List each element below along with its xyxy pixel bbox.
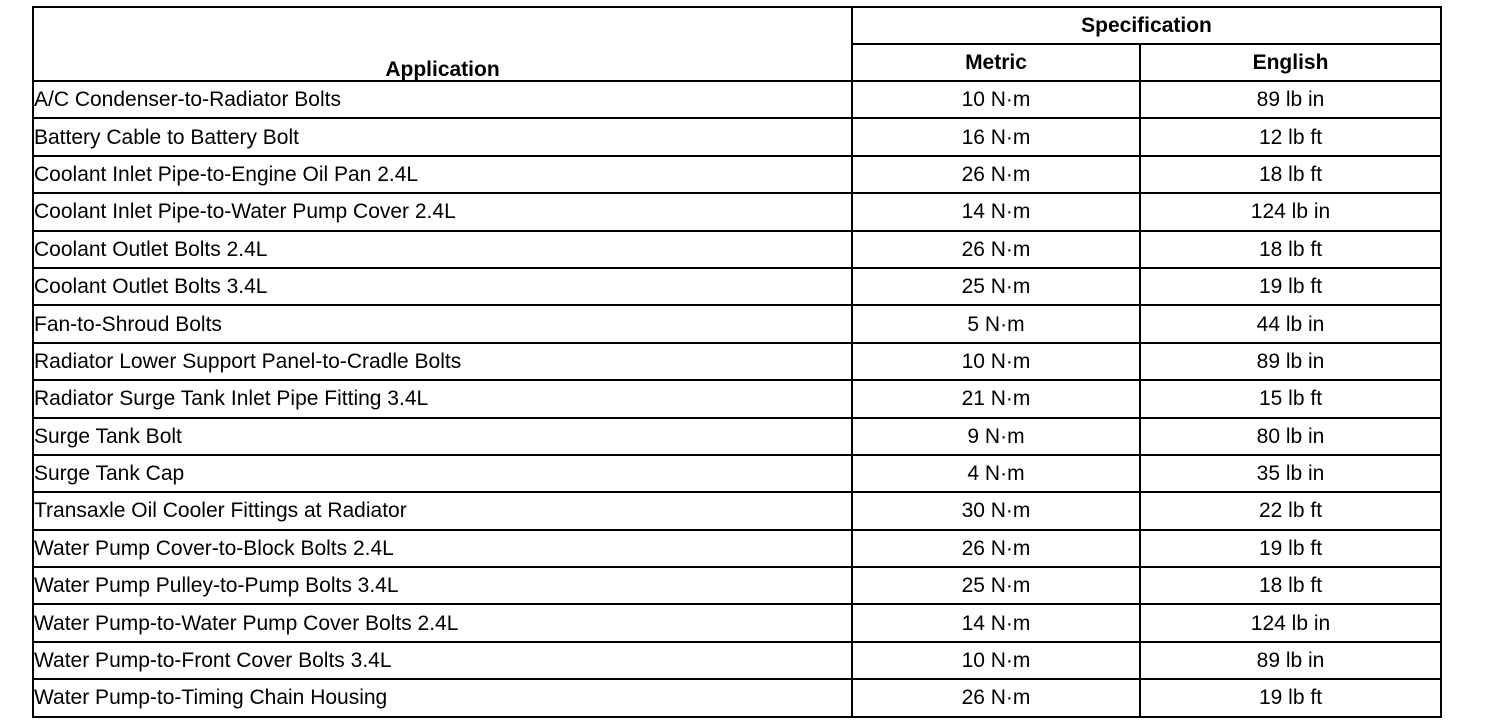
application-cell: Fan-to-Shroud Bolts — [33, 305, 852, 342]
metric-torque-cell: 25 N·m — [852, 567, 1140, 604]
english-torque-cell: 35 lb in — [1140, 455, 1441, 492]
table-row — [33, 455, 1441, 492]
table-row — [33, 679, 1441, 716]
metric-torque-cell: 26 N·m — [852, 156, 1140, 193]
application-cell: Battery Cable to Battery Bolt — [33, 118, 852, 155]
table-row — [33, 118, 1441, 155]
application-cell: Surge Tank Bolt — [33, 418, 852, 455]
english-torque-cell: 89 lb in — [1140, 81, 1441, 118]
english-torque-cell: 89 lb in — [1140, 642, 1441, 679]
table-row — [33, 268, 1441, 305]
table-row — [33, 343, 1441, 380]
application-cell: Coolant Outlet Bolts 3.4L — [33, 268, 852, 305]
application-cell: Surge Tank Cap — [33, 455, 852, 492]
table-row — [33, 231, 1441, 268]
english-torque-cell: 19 lb ft — [1140, 530, 1441, 567]
table-body — [33, 81, 1441, 717]
metric-torque-cell: 30 N·m — [852, 492, 1140, 529]
metric-torque-cell: 26 N·m — [852, 530, 1140, 567]
english-torque-cell: 124 lb in — [1140, 604, 1441, 641]
table-row — [33, 380, 1441, 417]
metric-torque-cell: 4 N·m — [852, 455, 1140, 492]
application-cell: Radiator Surge Tank Inlet Pipe Fitting 3.4L — [33, 380, 852, 417]
english-torque-cell: 18 lb ft — [1140, 231, 1441, 268]
metric-torque-cell: 10 N·m — [852, 343, 1140, 380]
metric-torque-cell: 14 N·m — [852, 604, 1140, 641]
metric-torque-cell: 10 N·m — [852, 642, 1140, 679]
table-row — [33, 193, 1441, 230]
english-torque-cell: 22 lb ft — [1140, 492, 1441, 529]
metric-torque-cell: 14 N·m — [852, 193, 1140, 230]
metric-torque-cell: 26 N·m — [852, 679, 1140, 716]
application-cell: Radiator Lower Support Panel-to-Cradle Bolts — [33, 343, 852, 380]
application-cell: A/C Condenser-to-Radiator Bolts — [33, 81, 852, 118]
english-torque-cell: 124 lb in — [1140, 193, 1441, 230]
table-row — [33, 492, 1441, 529]
application-cell: Coolant Inlet Pipe-to-Engine Oil Pan 2.4L — [33, 156, 852, 193]
english-column-header: English — [1140, 44, 1441, 81]
application-cell: Coolant Outlet Bolts 2.4L — [33, 231, 852, 268]
table-row — [33, 156, 1441, 193]
application-cell: Transaxle Oil Cooler Fittings at Radiator — [33, 492, 852, 529]
english-torque-cell: 19 lb ft — [1140, 268, 1441, 305]
english-torque-cell: 12 lb ft — [1140, 118, 1441, 155]
english-torque-cell: 80 lb in — [1140, 418, 1441, 455]
metric-torque-cell: 5 N·m — [852, 305, 1140, 342]
table-row — [33, 81, 1441, 118]
application-column-header: Application — [33, 7, 852, 81]
table-row — [33, 642, 1441, 679]
english-torque-cell: 44 lb in — [1140, 305, 1441, 342]
english-torque-cell: 18 lb ft — [1140, 156, 1441, 193]
english-torque-cell: 18 lb ft — [1140, 567, 1441, 604]
table-row — [33, 604, 1441, 641]
application-cell: Water Pump-to-Front Cover Bolts 3.4L — [33, 642, 852, 679]
metric-torque-cell: 9 N·m — [852, 418, 1140, 455]
metric-torque-cell: 25 N·m — [852, 268, 1140, 305]
application-cell: Water Pump-to-Water Pump Cover Bolts 2.4L — [33, 604, 852, 641]
metric-torque-cell: 21 N·m — [852, 380, 1140, 417]
fastener-torque-spec-table — [32, 6, 1442, 718]
table-row — [33, 567, 1441, 604]
application-cell: Water Pump Pulley-to-Pump Bolts 3.4L — [33, 567, 852, 604]
specification-column-header: Specification — [852, 7, 1441, 44]
english-torque-cell: 15 lb ft — [1140, 380, 1441, 417]
table-header — [33, 7, 1441, 81]
metric-torque-cell: 10 N·m — [852, 81, 1140, 118]
table-row — [33, 530, 1441, 567]
table-row — [33, 305, 1441, 342]
english-torque-cell: 89 lb in — [1140, 343, 1441, 380]
metric-torque-cell: 16 N·m — [852, 118, 1140, 155]
application-cell: Water Pump Cover-to-Block Bolts 2.4L — [33, 530, 852, 567]
application-cell: Water Pump-to-Timing Chain Housing — [33, 679, 852, 716]
header-row-top — [33, 7, 1441, 44]
application-cell: Coolant Inlet Pipe-to-Water Pump Cover 2.4L — [33, 193, 852, 230]
metric-column-header: Metric — [852, 44, 1140, 81]
table-row — [33, 418, 1441, 455]
metric-torque-cell: 26 N·m — [852, 231, 1140, 268]
english-torque-cell: 19 lb ft — [1140, 679, 1441, 716]
